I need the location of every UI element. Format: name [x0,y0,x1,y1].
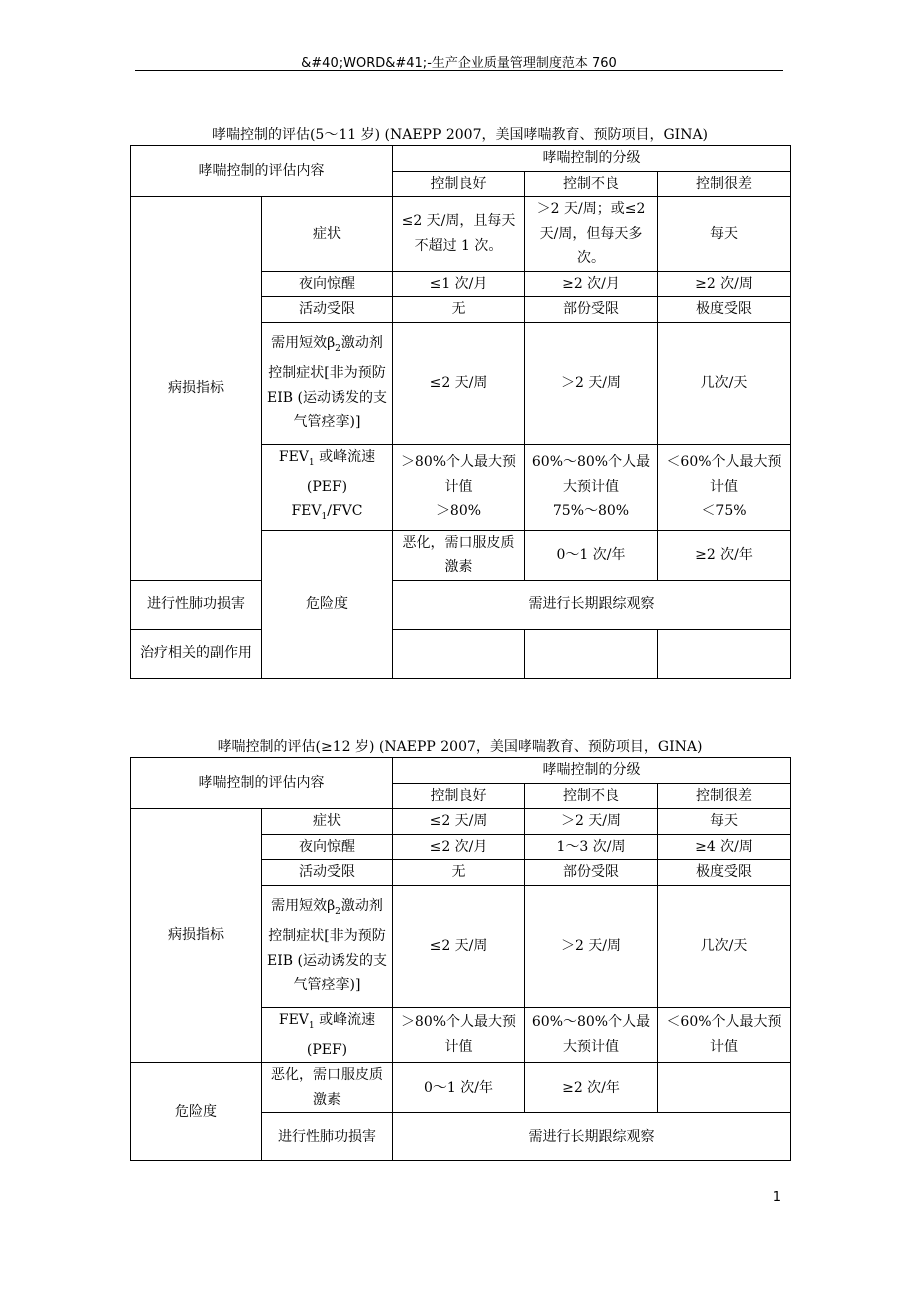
table2-activity-poor: 部份受限 [525,860,658,886]
table2-fev-label [262,1007,393,1063]
table1-fev-label [262,444,393,530]
table1-fev-good [393,444,525,530]
table1-saba-good: ≤2 天/周 [393,322,525,444]
table1 [130,145,791,679]
table2-exacerbation-poor: ≥2 次/年 [525,1063,658,1113]
table1-activity-good: 无 [393,297,525,323]
table2-level-bad: 控制很差 [658,783,791,809]
table1-head-left: 哮喘控制的评估内容 [131,146,393,197]
table1-night-poor: ≥2 次/月 [525,271,658,297]
table2-activity-good: 无 [393,860,525,886]
table2-lung-value: 需进行长期跟综观察 [393,1113,791,1161]
table2-symptom-good: ≤2 天/周 [393,809,525,835]
table1-fev-poor-b: 75%～80% [552,503,630,520]
table2-head-group: 哮喘控制的分级 [393,758,791,784]
table2-group-risk: 危险度 [131,1063,262,1161]
table1-saba-label [262,322,393,444]
table2-saba-label-b: 激动剂控制症状[非为预防 EIB (运动诱发的支气管痉挛)] [267,898,387,994]
table1-fev-label-line1 [265,445,389,500]
table1-saba-poor: ＞2 天/周 [525,322,658,444]
table1-fev-bad [658,444,791,530]
table1-lung-label: 进行性肺功损害 [131,580,262,629]
table2-activity-label: 活动受限 [262,860,393,886]
table1-sidefx-poor [525,629,658,678]
table1-level-good: 控制良好 [393,171,525,197]
table1-sidefx-good [393,629,525,678]
table1-night-bad: ≥2 次/周 [658,271,791,297]
table2-level-good: 控制良好 [393,783,525,809]
table1-lung-value: 需进行长期跟综观察 [393,580,791,629]
table2-exacerbation-label: 恶化，需口服皮质激素 [262,1063,393,1113]
table1-fev-label-c: FEV [291,503,322,520]
table1-group-damage: 病损指标 [131,197,262,581]
table1-fev-label-line2 [265,499,389,529]
table2-caption: 哮喘控制的评估(≥12 岁) (NAEPP 2007，美国哮喘教育、预防项目，GINA) [217,739,703,755]
table1-fev-label-b: 或峰流速(PEF) [306,448,376,495]
table2-night-poor: 1～3 次/周 [525,834,658,860]
table1-night-label: 夜向惊醒 [262,271,393,297]
table2-group-damage: 病损指标 [131,809,262,1063]
table2-fev-label-a: FEV [278,1011,309,1028]
table1-fev-label-a: FEV [278,448,309,465]
table2-saba-label-a: 需用短效β [271,898,336,915]
table1-exacerbation-poor: ≥2 次/年 [658,530,791,580]
table2-night-good: ≤2 次/月 [393,834,525,860]
table2-lung-label: 进行性肺功损害 [262,1113,393,1161]
table1-fev-label-c-sub: 1 [321,512,328,523]
table2-saba-poor: ＞2 天/周 [525,885,658,1007]
table2-saba-bad: 几次/天 [658,885,791,1007]
table1-group-risk: 危险度 [262,530,393,678]
table2-symptom-poor: ＞2 天/周 [525,809,658,835]
table2 [130,757,791,1161]
page-number: 1 [772,1190,781,1205]
table1-head-group: 哮喘控制的分级 [393,146,791,172]
table1-fev-label-d: /FVC [327,503,363,520]
table1-fev-poor [525,444,658,530]
table1-saba-bad: 几次/天 [658,322,791,444]
table1-saba-label-sub: 2 [335,343,341,354]
table1-symptom-good: ≤2 天/周，且每天不超过 1 次。 [393,197,525,272]
table2-exacerbation-bad [658,1063,791,1113]
table1-fev-good-a: ＞80%个人最大预计值 [400,454,517,495]
table1-sidefx-label: 治疗相关的副作用 [131,629,262,678]
table2-fev-label-sub: 1 [308,1020,315,1031]
table1-fev-label-sub: 1 [308,457,315,468]
table2-exacerbation-good: 0～1 次/年 [393,1063,525,1113]
table1-activity-label: 活动受限 [262,297,393,323]
page-header: &#40;WORD&#41;-生产企业质量管理制度范本 760 [301,56,617,71]
table1-saba-label-b: 激动剂控制症状[非为预防 EIB (运动诱发的支气管痉挛)] [267,335,387,431]
table1-symptom-poor: ＞2 天/周；或≤2 天/周，但每天多次。 [525,197,658,272]
table2-head-left: 哮喘控制的评估内容 [131,758,393,809]
table2-fev-bad: ＜60%个人最大预计值 [658,1007,791,1063]
table2-night-bad: ≥4 次/周 [658,834,791,860]
table2-saba-good: ≤2 天/周 [393,885,525,1007]
table2-night-label: 夜向惊醒 [262,834,393,860]
table1-night-good: ≤1 次/月 [393,271,525,297]
table1-saba-label-a: 需用短效β [271,335,336,352]
table2-activity-bad: 极度受限 [658,860,791,886]
table1-level-bad: 控制很差 [658,171,791,197]
header-rule [135,70,783,71]
table2-fev-good: ＞80%个人最大预计值 [393,1007,525,1063]
table1-exacerbation-label: 恶化，需口服皮质激素 [393,530,525,580]
table2-fev-poor: 60%～80%个人最大预计值 [525,1007,658,1063]
table1-fev-bad-a: ＜60%个人最大预计值 [666,454,782,495]
table1-fev-bad-b: ＜75% [701,503,747,520]
table1-fev-good-b: ＞80% [435,503,482,520]
table1-caption: 哮喘控制的评估(5～11 岁) (NAEPP 2007，美国哮喘教育、预防项目，GINA) [211,127,709,143]
table1-sidefx-bad [658,629,791,678]
table1-level-poor: 控制不良 [525,171,658,197]
table2-level-poor: 控制不良 [525,783,658,809]
table2-fev-label-b: 或峰流速(PEF) [306,1011,376,1058]
table1-activity-poor: 部份受限 [525,297,658,323]
table1-symptom-label: 症状 [262,197,393,272]
table1-activity-bad: 极度受限 [658,297,791,323]
table1-symptom-bad: 每天 [658,197,791,272]
table1-exacerbation-good: 0～1 次/年 [525,530,658,580]
table2-saba-label [262,885,393,1007]
table2-saba-label-sub: 2 [335,906,341,917]
table2-symptom-bad: 每天 [658,809,791,835]
table1-fev-poor-a: 60%～80%个人最大预计值 [531,454,651,495]
table2-symptom-label: 症状 [262,809,393,835]
